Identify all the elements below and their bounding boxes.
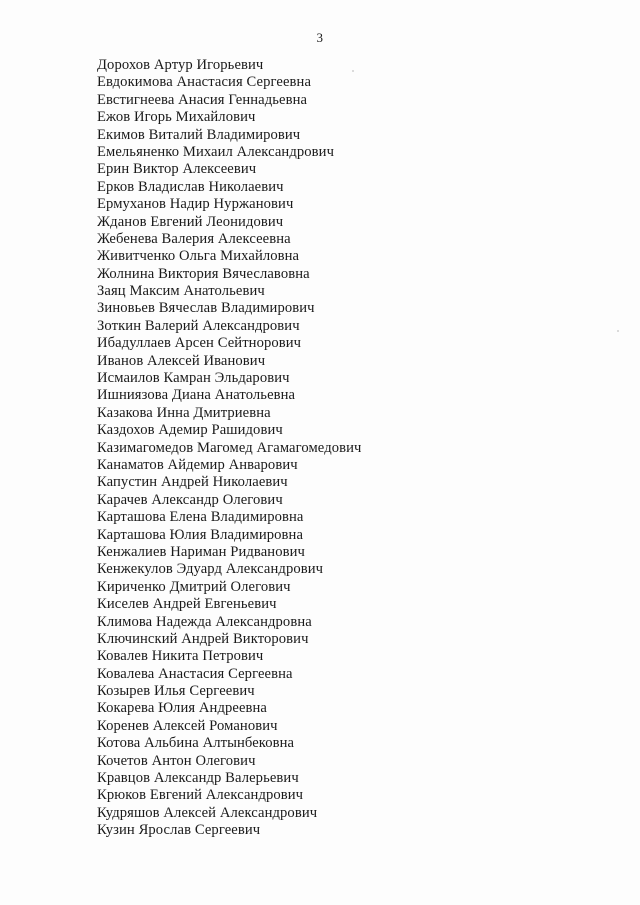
name-entry: Ерин Виктор Алексеевич <box>97 161 257 178</box>
name-entry: Зиновьев Вячеслав Владимирович <box>97 300 315 317</box>
name-entry: Ковалева Анастасия Сергеевна <box>97 665 293 682</box>
name-entry: Кудряшов Алексей Александрович <box>97 804 318 821</box>
name-entry: Кириченко Дмитрий Олегович <box>97 578 291 595</box>
name-entry: Киселев Андрей Евгеньевич <box>97 596 277 613</box>
name-entry: Жебенева Валерия Алексеевна <box>97 230 291 247</box>
name-entry: Казакова Инна Дмитриевна <box>97 404 271 421</box>
name-entry: Каздохов Адемир Рашидович <box>97 422 283 439</box>
name-entry: Ишниязова Диана Анатольевна <box>97 387 296 404</box>
name-entry: Кенжалиев Нариман Ридванович <box>97 543 305 560</box>
name-entry: Ибадуллаев Арсен Сейтнорович <box>97 335 302 352</box>
name-entry: Козырев Илья Сергеевич <box>97 683 255 700</box>
scan-speck <box>617 330 619 332</box>
name-entry: Ермуханов Надир Нуржанович <box>97 196 294 213</box>
name-entry: Евстигнеева Анасия Геннадьевна <box>97 91 308 108</box>
name-entry: Жданов Евгений Леонидович <box>97 213 284 230</box>
name-entry: Живитченко Ольга Михайловна <box>97 248 300 265</box>
name-entry: Кузин Ярослав Сергеевич <box>97 822 261 839</box>
name-entry: Ковалев Никита Петрович <box>97 648 264 665</box>
name-entry: Кочетов Антон Олегович <box>97 752 256 769</box>
name-entry: Кенжекулов Эдуард Александрович <box>97 561 324 578</box>
name-entry: Иванов Алексей Иванович <box>97 352 266 369</box>
name-entry: Казимагомедов Магомед Агамагомедович <box>97 439 362 456</box>
name-entry: Евдокимова Анастасия Сергеевна <box>97 74 312 91</box>
name-entry: Ключинский Андрей Викторович <box>97 630 309 647</box>
name-entry: Кокарева Юлия Андреевна <box>97 700 268 717</box>
name-entry: Карташова Елена Владимировна <box>97 509 304 526</box>
name-entry: Жолнина Виктория Вячеславовна <box>97 265 310 282</box>
name-entry: Заяц Максим Анатольевич <box>97 283 265 300</box>
name-entry: Екимов Виталий Владимирович <box>97 126 301 143</box>
name-entry: Крюков Евгений Александрович <box>97 787 304 804</box>
name-entry: Котова Альбина Алтынбековна <box>97 735 295 752</box>
name-entry: Коренев Алексей Романович <box>97 717 278 734</box>
name-entry: Ерков Владислав Николаевич <box>97 178 284 195</box>
name-entry: Карташова Юлия Владимировна <box>97 526 304 543</box>
scan-speck <box>352 70 354 72</box>
name-entry: Канаматов Айдемир Анварович <box>97 456 298 473</box>
page-number: 3 <box>316 30 324 45</box>
name-entry: Кравцов Александр Валерьевич <box>97 770 299 787</box>
name-entry: Карачев Александр Олегович <box>97 491 283 508</box>
name-list <box>97 57 361 840</box>
name-entry: Ежов Игорь Михайлович <box>97 109 256 126</box>
name-entry: Зоткин Валерий Александрович <box>97 317 300 334</box>
name-entry: Климова Надежда Александровна <box>97 613 312 630</box>
name-entry: Емельяненко Михаил Александрович <box>97 143 335 160</box>
name-entry: Исмаилов Камран Эльдарович <box>97 370 290 387</box>
name-entry: Дорохов Артур Игорьевич <box>97 57 264 73</box>
name-entry: Капустин Андрей Николаевич <box>97 474 288 491</box>
